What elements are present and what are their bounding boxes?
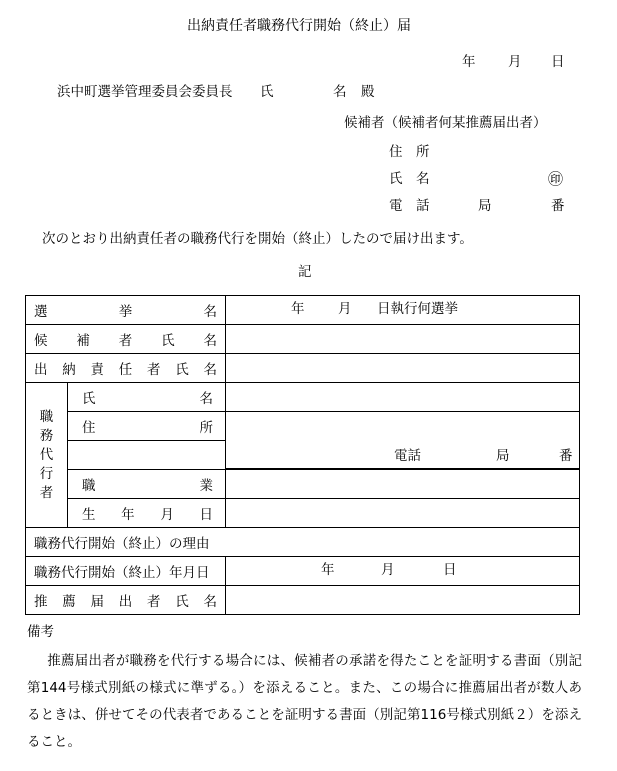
- form-title: 出納責任者職務代行開始（終止）届: [187, 18, 411, 34]
- recommender-label-char: 出: [118, 594, 133, 610]
- treasurer-label-char: 氏: [175, 362, 189, 378]
- date-month-label: 月: [508, 54, 522, 70]
- proxy-address-char: 住: [82, 420, 96, 436]
- row-proxy-address: [26, 412, 580, 441]
- applicant-phone-label: 電 話: [389, 198, 430, 214]
- treasurer-label: [26, 358, 225, 378]
- row-candidate: [26, 325, 580, 354]
- addressee-mei: 名: [333, 84, 347, 100]
- treasurer-label-char: 者: [147, 362, 161, 378]
- proxy-birth-char: 日: [199, 507, 213, 523]
- proxy-job-value-cell[interactable]: [226, 470, 580, 499]
- proxy-address-label-cell: [68, 412, 226, 441]
- election-label-char: 選: [34, 304, 48, 320]
- election-label-char: 挙: [118, 304, 133, 320]
- date-label-cell: [26, 557, 226, 586]
- reason-cell[interactable]: [26, 528, 580, 557]
- applicant-phone-number: 番: [551, 198, 565, 214]
- recommender-label-cell: [26, 586, 226, 615]
- proxy-job-char: 業: [199, 478, 213, 494]
- applicant-header: 候補者（候補者何某推薦届出者）: [344, 115, 547, 131]
- proxy-group-cell: [26, 383, 68, 528]
- candidate-label: [26, 329, 225, 349]
- candidate-value-cell[interactable]: [226, 325, 580, 354]
- recommender-label-char: 届: [90, 594, 104, 610]
- proxy-address-char: 所: [199, 420, 213, 436]
- candidate-label-cell: [26, 325, 226, 354]
- applicant-address-label: 住 所: [389, 144, 430, 160]
- statement-text: 次のとおり出納責任者の職務代行を開始（終止）したので届け出ます。: [42, 231, 473, 247]
- reason-label: 職務代行開始（終止）の理由: [34, 536, 210, 552]
- date-year-label: 年: [462, 54, 476, 70]
- election-label: [26, 300, 225, 320]
- election-label-cell: [26, 296, 226, 325]
- form-table: [25, 295, 580, 615]
- action-date-month: 月: [381, 562, 395, 578]
- proxy-job-char: 職: [82, 478, 96, 494]
- proxy-birth-char: 年: [121, 507, 135, 523]
- treasurer-value-cell[interactable]: [226, 354, 580, 383]
- addressee-label: 浜中町選挙管理委員会委員長: [57, 84, 233, 100]
- election-month: 月: [338, 301, 352, 317]
- proxy-name-label: [68, 387, 225, 407]
- proxy-address-upper: [226, 412, 579, 469]
- candidate-label-char: 名: [203, 333, 217, 349]
- candidate-label-char: 候: [34, 333, 48, 349]
- proxy-birth-char: 月: [160, 507, 174, 523]
- proxy-group-char: 行: [39, 465, 54, 482]
- proxy-group-char: 務: [39, 427, 54, 444]
- election-value-cell[interactable]: [226, 296, 580, 325]
- recommender-value-cell[interactable]: [226, 586, 580, 615]
- row-date: [26, 557, 580, 586]
- proxy-phone-label: 電話: [394, 448, 421, 464]
- treasurer-label-char: 納: [62, 362, 76, 378]
- treasurer-label-char: 任: [118, 362, 133, 378]
- treasurer-label-char: 出: [34, 362, 48, 378]
- candidate-label-char: 者: [118, 333, 133, 349]
- treasurer-label-cell: [26, 354, 226, 383]
- proxy-group-char: 職: [39, 408, 54, 425]
- action-date-year: 年: [321, 562, 335, 578]
- date-label: 職務代行開始（終止）年月日: [34, 565, 210, 581]
- action-date-day: 日: [443, 562, 457, 578]
- row-proxy-name: [26, 383, 580, 412]
- row-election: [26, 296, 580, 325]
- proxy-job-label: [68, 474, 225, 494]
- proxy-birth-char: 生: [82, 507, 96, 523]
- election-rest: 日執行何選挙: [377, 301, 458, 317]
- election-label-char: 名: [203, 304, 217, 320]
- applicant-name-label: 氏 名: [389, 171, 430, 187]
- notes-section: [27, 622, 582, 756]
- proxy-name-char: 氏: [82, 391, 96, 407]
- row-recommender: [26, 586, 580, 615]
- proxy-phone-bureau: 局: [496, 448, 510, 464]
- date-value-cell[interactable]: [226, 557, 580, 586]
- row-proxy-job: [26, 470, 580, 499]
- proxy-address-value-cell[interactable]: [226, 412, 580, 470]
- proxy-name-label-cell: [68, 383, 226, 412]
- date-day-label: 日: [551, 54, 565, 70]
- recommender-label-char: 名: [203, 594, 217, 610]
- treasurer-label-char: 責: [90, 362, 104, 378]
- notes-heading: 備考: [27, 624, 54, 640]
- recommender-label: [26, 590, 225, 610]
- proxy-address-label: [68, 416, 225, 436]
- proxy-group-char: 代: [39, 446, 54, 463]
- addressee-shi: 氏: [260, 84, 274, 100]
- seal-mark: ㊞: [548, 170, 564, 188]
- proxy-group-label: [26, 408, 67, 503]
- candidate-label-char: 補: [76, 333, 90, 349]
- treasurer-label-char: 名: [203, 362, 217, 378]
- proxy-birth-label-cell: [68, 499, 226, 528]
- recommender-label-char: 者: [147, 594, 161, 610]
- row-treasurer: [26, 354, 580, 383]
- proxy-birth-label: [68, 503, 225, 523]
- recommender-label-char: 氏: [175, 594, 189, 610]
- row-reason: [26, 528, 580, 557]
- proxy-address-label-cont: [68, 441, 226, 470]
- proxy-name-value-cell[interactable]: [226, 383, 580, 412]
- proxy-birth-value-cell[interactable]: [226, 499, 580, 528]
- proxy-phone-number: 番: [559, 448, 573, 464]
- election-year: 年: [291, 301, 305, 317]
- row-proxy-birth: [26, 499, 580, 528]
- recommender-label-char: 薦: [62, 594, 76, 610]
- proxy-name-char: 名: [199, 391, 213, 407]
- addressee-dono: 殿: [361, 84, 375, 100]
- notes-body: 推薦届出者が職務を代行する場合には、候補者の承諾を得たことを証明する書面（別記第144号様式別紙の様式に準ずる。）を添えること。また、この場合に推薦届出者が数人あるときは、併せてその代表者であることを証明する書面（別記第116号様式別紙２）を添えること。: [27, 653, 582, 750]
- applicant-phone-bureau: 局: [478, 198, 492, 214]
- proxy-job-label-cell: [68, 470, 226, 499]
- candidate-label-char: 氏: [161, 333, 175, 349]
- ki-label: 記: [298, 264, 312, 280]
- recommender-label-char: 推: [34, 594, 48, 610]
- proxy-group-char: 者: [39, 484, 54, 501]
